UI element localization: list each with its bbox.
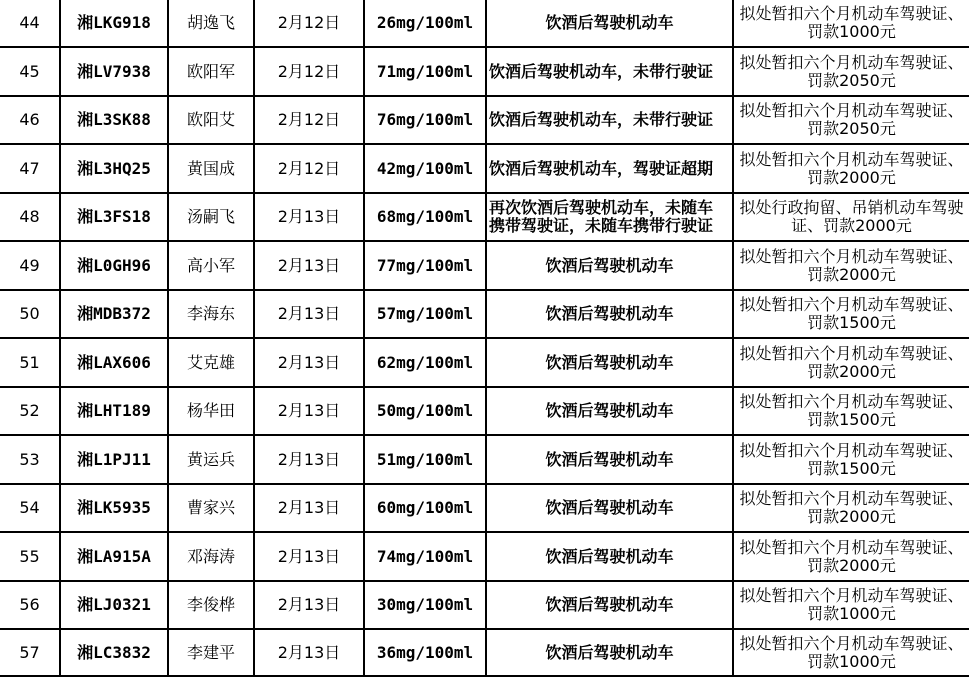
violation-date: 2月12日 — [254, 96, 364, 145]
plate-number: 湘LV7938 — [60, 47, 168, 96]
penalty-line: 证、罚款2000元 — [791, 216, 912, 236]
violation-description — [486, 193, 733, 242]
penalty-line: 罚款1000元 — [807, 604, 896, 624]
violation-date: 2月13日 — [254, 629, 364, 676]
penalty-line: 罚款1500元 — [807, 313, 896, 333]
plate-number: 湘L3SK88 — [60, 96, 168, 145]
alcohol-level: 57mg/100ml — [364, 290, 486, 339]
violation-date: 2月13日 — [254, 484, 364, 533]
table-row — [0, 144, 969, 193]
violation-description — [486, 96, 733, 145]
penalty-line: 罚款1000元 — [807, 651, 896, 671]
violation-description — [486, 290, 733, 339]
row-number: 44 — [0, 0, 60, 47]
penalty-line: 拟处暂扣六个月机动车驾驶证、 — [739, 343, 964, 363]
plate-number: 湘L3HQ25 — [60, 144, 168, 193]
plate-number: 湘LJ0321 — [60, 581, 168, 630]
driver-name: 邓海涛 — [168, 532, 254, 581]
violation-date: 2月13日 — [254, 532, 364, 581]
driver-name: 胡逸飞 — [168, 0, 254, 47]
penalty-line: 拟处暂扣六个月机动车驾驶证、 — [739, 149, 964, 169]
penalty-description — [733, 47, 969, 96]
violation-line: 饮酒后驾驶机动车 — [545, 642, 674, 662]
violation-line: 饮酒后驾驶机动车 — [545, 546, 674, 566]
driver-name: 李俊桦 — [168, 581, 254, 630]
violation-date: 2月12日 — [254, 144, 364, 193]
alcohol-level: 60mg/100ml — [364, 484, 486, 533]
violation-line: 饮酒后驾驶机动车 — [545, 498, 674, 518]
penalty-description — [733, 290, 969, 339]
penalty-line: 罚款2000元 — [807, 167, 896, 187]
plate-number: 湘LKG918 — [60, 0, 168, 47]
table-row — [0, 193, 969, 242]
table-row — [0, 387, 969, 436]
plate-number: 湘LAX606 — [60, 338, 168, 387]
penalty-line: 拟处暂扣六个月机动车驾驶证、 — [739, 489, 964, 509]
violation-date: 2月13日 — [254, 241, 364, 290]
violation-description — [486, 435, 733, 484]
alcohol-level: 50mg/100ml — [364, 387, 486, 436]
violation-date: 2月13日 — [254, 193, 364, 242]
table-row — [0, 96, 969, 145]
row-number: 45 — [0, 47, 60, 96]
penalty-description — [733, 435, 969, 484]
alcohol-level: 68mg/100ml — [364, 193, 486, 242]
violation-description — [486, 144, 733, 193]
violation-line: 饮酒后驾驶机动车，未带行驶证 — [489, 110, 714, 130]
penalty-line: 罚款2050元 — [807, 119, 896, 139]
penalty-line: 拟处暂扣六个月机动车驾驶证、 — [739, 633, 964, 653]
row-number: 47 — [0, 144, 60, 193]
plate-number: 湘LK5935 — [60, 484, 168, 533]
violation-line: 饮酒后驾驶机动车 — [545, 255, 674, 275]
violation-description — [486, 241, 733, 290]
driver-name: 汤嗣飞 — [168, 193, 254, 242]
row-number: 54 — [0, 484, 60, 533]
alcohol-level: 76mg/100ml — [364, 96, 486, 145]
penalty-line: 拟处暂扣六个月机动车驾驶证、 — [739, 101, 964, 121]
penalty-description — [733, 96, 969, 145]
violation-description — [486, 0, 733, 47]
violation-description — [486, 484, 733, 533]
table-row — [0, 338, 969, 387]
penalty-line: 罚款2000元 — [807, 507, 896, 527]
penalty-description — [733, 387, 969, 436]
penalty-line: 罚款2000元 — [807, 264, 896, 284]
penalty-line: 拟处行政拘留、吊销机动车驾驶 — [739, 198, 964, 218]
violation-description — [486, 387, 733, 436]
violation-date: 2月13日 — [254, 581, 364, 630]
plate-number: 湘LC3832 — [60, 629, 168, 676]
row-number: 52 — [0, 387, 60, 436]
violation-description — [486, 532, 733, 581]
violation-line: 饮酒后驾驶机动车 — [545, 401, 674, 421]
penalty-description — [733, 241, 969, 290]
alcohol-level: 51mg/100ml — [364, 435, 486, 484]
penalty-line: 拟处暂扣六个月机动车驾驶证、 — [739, 246, 964, 266]
penalty-description — [733, 193, 969, 242]
row-number: 56 — [0, 581, 60, 630]
penalty-description — [733, 581, 969, 630]
penalty-description — [733, 338, 969, 387]
table-row — [0, 435, 969, 484]
alcohol-level: 30mg/100ml — [364, 581, 486, 630]
alcohol-level: 74mg/100ml — [364, 532, 486, 581]
penalty-description — [733, 532, 969, 581]
penalty-description — [733, 629, 969, 676]
violation-description — [486, 581, 733, 630]
table-row — [0, 581, 969, 630]
table-row — [0, 484, 969, 533]
alcohol-level: 62mg/100ml — [364, 338, 486, 387]
driver-name: 李建平 — [168, 629, 254, 676]
penalty-line: 罚款2050元 — [807, 70, 896, 90]
penalty-line: 拟处暂扣六个月机动车驾驶证、 — [739, 586, 964, 606]
penalty-description — [733, 0, 969, 47]
row-number: 57 — [0, 629, 60, 676]
alcohol-level: 36mg/100ml — [364, 629, 486, 676]
table-row — [0, 47, 969, 96]
driver-name: 黄运兵 — [168, 435, 254, 484]
penalty-line: 拟处暂扣六个月机动车驾驶证、 — [739, 295, 964, 315]
penalty-line: 罚款1500元 — [807, 410, 896, 430]
plate-number: 湘LA915A — [60, 532, 168, 581]
driver-name: 杨华田 — [168, 387, 254, 436]
violation-description — [486, 47, 733, 96]
penalty-line: 罚款2000元 — [807, 555, 896, 575]
penalty-line: 罚款1500元 — [807, 458, 896, 478]
row-number: 49 — [0, 241, 60, 290]
violation-date: 2月12日 — [254, 47, 364, 96]
alcohol-level: 26mg/100ml — [364, 0, 486, 47]
violation-date: 2月13日 — [254, 387, 364, 436]
violation-date: 2月12日 — [254, 0, 364, 47]
violation-date: 2月13日 — [254, 435, 364, 484]
plate-number: 湘L1PJ11 — [60, 435, 168, 484]
penalty-description — [733, 144, 969, 193]
alcohol-level: 77mg/100ml — [364, 241, 486, 290]
row-number: 51 — [0, 338, 60, 387]
table-row — [0, 290, 969, 339]
penalty-line: 拟处暂扣六个月机动车驾驶证、 — [739, 392, 964, 412]
alcohol-level: 71mg/100ml — [364, 47, 486, 96]
driver-name: 艾克雄 — [168, 338, 254, 387]
penalty-line: 罚款1000元 — [807, 22, 896, 42]
violation-line: 饮酒后驾驶机动车，驾驶证超期 — [489, 158, 714, 178]
alcohol-level: 42mg/100ml — [364, 144, 486, 193]
driver-name: 欧阳艾 — [168, 96, 254, 145]
driver-name: 黄国成 — [168, 144, 254, 193]
penalty-line: 罚款2000元 — [807, 361, 896, 381]
violation-line: 饮酒后驾驶机动车 — [545, 449, 674, 469]
penalty-line: 拟处暂扣六个月机动车驾驶证、 — [739, 4, 964, 24]
table-row — [0, 532, 969, 581]
row-number: 55 — [0, 532, 60, 581]
table-row — [0, 0, 969, 47]
plate-number: 湘MDB372 — [60, 290, 168, 339]
penalty-line: 拟处暂扣六个月机动车驾驶证、 — [739, 52, 964, 72]
violation-line: 饮酒后驾驶机动车 — [545, 595, 674, 615]
violation-line: 再次饮酒后驾驶机动车，未随车 — [489, 198, 714, 218]
driver-name: 欧阳军 — [168, 47, 254, 96]
row-number: 46 — [0, 96, 60, 145]
violation-date: 2月13日 — [254, 338, 364, 387]
penalty-description — [733, 484, 969, 533]
row-number: 48 — [0, 193, 60, 242]
table-row — [0, 629, 969, 676]
penalty-line: 拟处暂扣六个月机动车驾驶证、 — [739, 537, 964, 557]
violation-line: 饮酒后驾驶机动车 — [545, 352, 674, 372]
violation-date: 2月13日 — [254, 290, 364, 339]
driver-name: 李海东 — [168, 290, 254, 339]
violation-description — [486, 629, 733, 676]
violation-description — [486, 338, 733, 387]
violation-line: 饮酒后驾驶机动车 — [545, 304, 674, 324]
plate-number: 湘L0GH96 — [60, 241, 168, 290]
plate-number: 湘L3FS18 — [60, 193, 168, 242]
violation-line: 饮酒后驾驶机动车，未带行驶证 — [489, 61, 714, 81]
violation-line: 携带驾驶证，未随车携带行驶证 — [489, 216, 714, 236]
plate-number: 湘LHT189 — [60, 387, 168, 436]
row-number: 50 — [0, 290, 60, 339]
driver-name: 曹家兴 — [168, 484, 254, 533]
table-row — [0, 241, 969, 290]
penalty-line: 拟处暂扣六个月机动车驾驶证、 — [739, 440, 964, 460]
driver-name: 高小军 — [168, 241, 254, 290]
violation-line: 饮酒后驾驶机动车 — [545, 13, 674, 33]
row-number: 53 — [0, 435, 60, 484]
